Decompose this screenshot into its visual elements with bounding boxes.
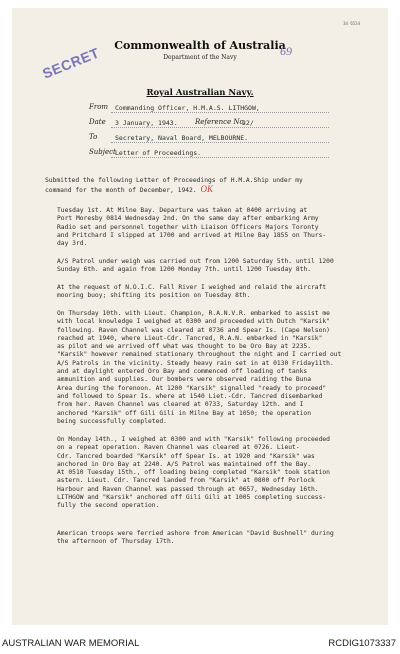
ok-annotation: OK xyxy=(200,184,213,195)
to-value: Secretary, Naval Board, MELBOURNE. xyxy=(115,134,249,142)
paragraph-4: On Thursday 10th. with Lieut. Champion, R.A.N.V.R. embarked to assist me with local knowledge I weighed at 0300 and proceeded with Dutch "Karsik" following. Raven Channel was cleared at 0736 and Spear Is. (Cape Nelson) reached at 1940, where Lieut-Cdr. Tancred, R.A.N. embarked in "Karsik" as pilot and we arrived off what was thought to be Oro Bay at 2235. "Karsik" however remained stationary throughout the night and I carried out A/S Patrols in the vicinity. Steady heavy rain set in at 0130 Friday11th. and at daylight entered Oro Bay and commenced off loading of tanks ammunition and supplies. Our bombers were observed raiding the Buna Area during the forenoon. At 1200 "Karsik" signalled "ready to proceed" and followed to Spear Is. where at 1540 Liet.-Cdr. Tancred disembarked from her. Raven Channel was cleared at 0733, Saturday 12th. and I anchored "Karsik" off Gili Gili in Milne Bay at 1050; the operation being successfully completed. xyxy=(57,310,342,425)
reference-value: 22/ xyxy=(242,119,254,127)
to-label: To xyxy=(89,133,98,141)
to-line xyxy=(111,142,329,143)
subject-value: Letter of Proceedings. xyxy=(115,149,202,157)
intro-line-2: command for the month of December, 1942. xyxy=(45,187,197,195)
folio-number: 69 xyxy=(280,44,292,58)
navy-heading: Royal Australian Navy. xyxy=(146,88,254,98)
date-label: Date xyxy=(89,118,106,126)
date-value: 3 January, 1943. xyxy=(115,119,178,127)
subject-label: Subject xyxy=(89,148,116,156)
paragraph-3: At the request of N.O.I.C. Fall River I weighed and relaid the aircraft mooring buoy; shifting its position on Tuesday 8th. xyxy=(57,284,327,300)
paragraph-6: American troops were ferried ashore from American "David Bushnell" during the afternoon of Thursday 17th. xyxy=(57,530,334,546)
paragraph-5: On Monday 14th., I weighed at 0300 and with "Karsik" following proceeded on a repeat operation. Raven Channel was cleared at 0726. Lieut- Cdr. Tancred boarded "Karsik" off Spear Is. at 1920 and "Karsik" was anchored in Oro Bay at 2240. A/S Patrol was maintained off the Bay. At 0510 Tuesday 15th., off loading being completed "Karsik" took station astern. Lieut. Cdr. Tancred landed from "Karsik" at 0800 off Porlock Harbour and Raven Channel was passed through at 0657, Wednesday 16th. LITHGOW and "Karsik" anchored off Gili Gili at 1005 completing success- fully the second operation. xyxy=(57,436,330,510)
footer-record-id: RCDIG1073337 xyxy=(328,638,396,649)
intro-paragraph xyxy=(45,177,363,196)
date-line xyxy=(111,127,329,128)
from-line xyxy=(111,112,329,113)
from-label: From xyxy=(89,103,109,111)
footer-archive-name: AUSTRALIAN WAR MEMORIAL xyxy=(2,638,140,649)
document-title: Commonwealth of Australia xyxy=(114,39,286,52)
reference-label: Reference No. xyxy=(195,118,246,126)
paragraph-1: Tuesday 1st. At Milne Bay. Departure was taken at 0400 arriving at Port Moresby 0814 Wednesday 2nd. On the same day after embarking Army Radio set and personnel together with Liaison Officers Majors Toronty and Pritchard I slipped at 1700 and arrived at Milne Bay 1855 on Thurs- day 3rd. xyxy=(57,207,327,248)
document-subtitle: Department of the Navy xyxy=(163,54,237,61)
intro-line-1: Submitted the following Letter of Proceedings of H.M.A.Ship under my xyxy=(45,177,303,184)
secret-stamp: SECRET xyxy=(40,44,102,82)
from-value: Commanding Officer, H.M.A.S. LITHGOW, xyxy=(115,104,260,112)
reference-tiny: 34 6534 xyxy=(343,21,360,26)
subject-line xyxy=(111,157,329,158)
paragraph-2: A/S Patrol under weigh was carried out from 1200 Saturday 5th. until 1200 Sunday 6th. and again from 1200 Monday 7th. until 1200 Tuesday 8th. xyxy=(57,258,334,274)
document-page xyxy=(12,8,388,625)
